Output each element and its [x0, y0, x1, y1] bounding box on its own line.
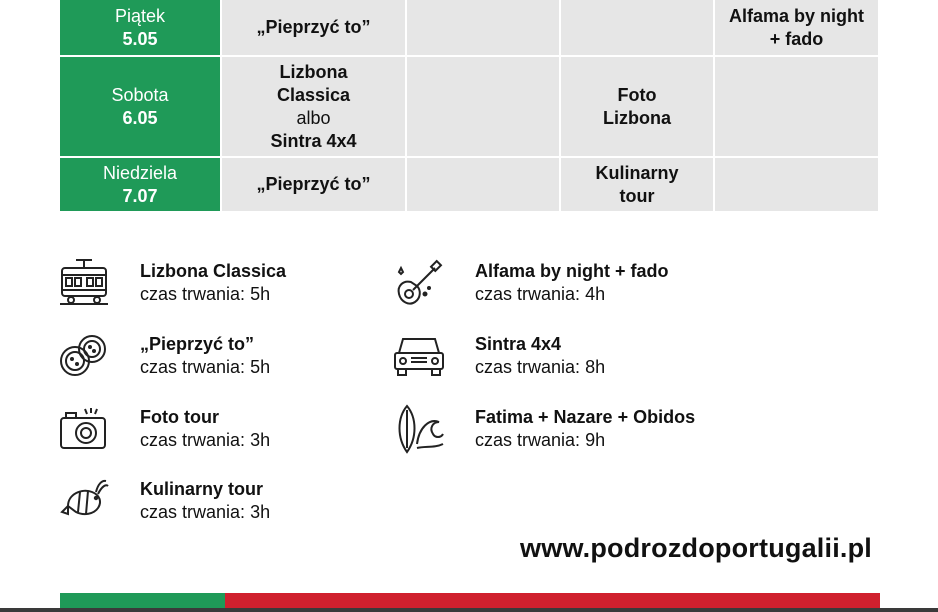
- duration-value: 5h: [250, 284, 271, 304]
- duration-label: czas trwania:: [140, 430, 246, 450]
- legend-item: [58, 475, 270, 527]
- activity-text: Sintra 4x4: [270, 130, 357, 151]
- duration-value: 3h: [250, 430, 271, 450]
- activity-duration: [475, 429, 695, 452]
- activity-cell-empty: [561, 0, 715, 57]
- day-name: Sobota: [111, 84, 169, 105]
- activity-name: Fatima + Nazare + Obidos: [475, 407, 696, 427]
- activity-duration: [475, 356, 605, 379]
- jeep-icon: [393, 330, 445, 382]
- activity-cell-empty: [715, 158, 880, 213]
- duration-value: 8h: [585, 357, 606, 377]
- activity-cell: [561, 158, 715, 213]
- duration-value: 5h: [250, 357, 271, 377]
- website-url[interactable]: www.podrozdoportugalii.pl: [520, 533, 872, 563]
- activity-name: „Pieprzyć to”: [140, 334, 255, 354]
- activity-name: Sintra 4x4: [475, 334, 562, 354]
- activity-duration: [140, 283, 286, 306]
- activity-text: Alfama by night: [728, 5, 864, 26]
- tram-icon: [58, 257, 110, 309]
- schedule-row-sunday: [60, 158, 880, 213]
- day-name: Piątek: [114, 5, 166, 26]
- duration-label: czas trwania:: [140, 284, 246, 304]
- duration-value: 4h: [585, 284, 606, 304]
- schedule-table: [60, 0, 880, 213]
- activity-cell: [222, 57, 407, 158]
- activity-cell: [222, 158, 407, 213]
- surf-wave-icon: [393, 403, 445, 455]
- pastry-icon: [58, 330, 110, 382]
- legend-item: [393, 257, 669, 309]
- legend-item: [58, 257, 286, 309]
- day-cell: [60, 158, 222, 213]
- duration-label: czas trwania:: [475, 430, 581, 450]
- camera-icon: [58, 403, 110, 455]
- duration-value: 3h: [250, 502, 271, 522]
- activity-text: Classica: [276, 84, 351, 105]
- day-date: 5.05: [122, 28, 158, 49]
- activity-name: Lizbona Classica: [140, 261, 287, 281]
- activity-text: Lizbona: [279, 61, 348, 82]
- legend-item: [58, 330, 270, 382]
- bottom-border: [0, 608, 938, 612]
- activity-name: Alfama by night + fado: [475, 261, 669, 281]
- duration-value: 9h: [585, 430, 606, 450]
- activity-cell: [715, 0, 880, 57]
- activity-cell-empty: [407, 0, 561, 57]
- duration-label: czas trwania:: [475, 284, 581, 304]
- activity-text: „Pieprzyć to”: [256, 17, 371, 37]
- activity-cell-empty: [407, 158, 561, 213]
- schedule-row-saturday: [60, 57, 880, 158]
- activity-text: Foto: [617, 84, 657, 105]
- duration-label: czas trwania:: [475, 357, 581, 377]
- activity-duration: [140, 356, 270, 379]
- day-date: 7.07: [122, 185, 158, 206]
- legend-item: [393, 403, 695, 455]
- activity-name: Foto tour: [140, 407, 219, 427]
- duration-label: czas trwania:: [140, 357, 246, 377]
- activity-text: + fado: [769, 28, 824, 49]
- activity-text: Kulinarny: [595, 162, 679, 183]
- activity-duration: [140, 429, 270, 452]
- legend-item: [58, 403, 270, 455]
- activity-name: Kulinarny tour: [140, 479, 264, 499]
- schedule-row-friday: [60, 0, 880, 57]
- duration-label: czas trwania:: [140, 502, 246, 522]
- day-cell: [60, 57, 222, 158]
- activity-duration: [140, 501, 270, 524]
- activity-cell-empty: [715, 57, 880, 158]
- legend-item: [393, 330, 605, 382]
- day-date: 6.05: [122, 107, 158, 128]
- activity-text: tour: [619, 185, 655, 206]
- activity-cell-empty: [407, 57, 561, 158]
- activity-alt-text: albo: [296, 107, 331, 128]
- day-cell: [60, 0, 222, 57]
- activity-cell: [222, 0, 407, 57]
- activity-text: Lizbona: [603, 107, 671, 128]
- shrimp-icon: [58, 475, 110, 527]
- day-name: Niedziela: [102, 162, 178, 183]
- guitar-icon: [393, 257, 445, 309]
- activity-text: „Pieprzyć to”: [256, 174, 371, 194]
- activity-duration: [475, 283, 669, 306]
- activity-cell: [561, 57, 715, 158]
